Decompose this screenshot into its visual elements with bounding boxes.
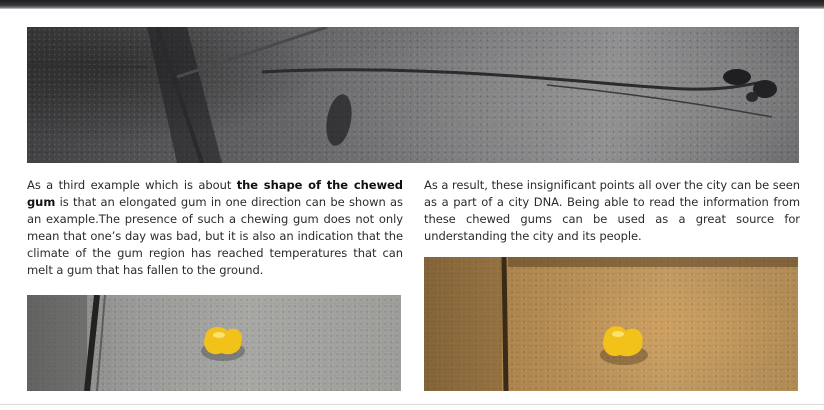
curb-gap bbox=[504, 257, 506, 391]
curb-wall bbox=[424, 257, 502, 391]
curb-shadow bbox=[147, 27, 222, 163]
gray-sidewalk-scene bbox=[27, 295, 401, 391]
curb-area bbox=[27, 295, 87, 391]
left-intro: As a third example which is about bbox=[27, 178, 237, 192]
gum-blob bbox=[746, 92, 758, 102]
gum-blob bbox=[723, 69, 751, 85]
gum-highlight bbox=[612, 331, 624, 337]
right-body: As a result, these insignificant points all over the city can be seen as a part of a city DNA. Being able to read the information from these chewed gums can be used as a great source for understanding the city and its people. bbox=[424, 178, 800, 243]
photo-yellow-gum-tan bbox=[424, 257, 798, 391]
page-bottom-divider bbox=[0, 404, 824, 405]
right-paragraph bbox=[424, 177, 800, 245]
photo-yellow-gum-gray bbox=[27, 295, 401, 391]
shoe-stain bbox=[323, 92, 356, 147]
yellow-gum bbox=[204, 327, 242, 354]
left-body: is that an elongated gum in one direction can be shown as an example.The presence of such a chewing gum does not only mean that one’s day was bad, but it is also an indication that the climate of the gum region has reached temperatures that can melt a gum that has fallen to the ground. bbox=[27, 195, 403, 277]
gum-streak bbox=[262, 70, 762, 89]
left-paragraph bbox=[27, 177, 403, 279]
top-edge bbox=[508, 257, 798, 267]
tan-curb-scene bbox=[424, 257, 798, 391]
left-emphasis: the shape of the chewed gum bbox=[27, 178, 403, 209]
window-top-bar bbox=[0, 0, 824, 9]
gum-streak-thin bbox=[547, 85, 772, 117]
curb-crack bbox=[87, 295, 97, 391]
yellow-gum bbox=[603, 326, 643, 356]
sidewalk-scene bbox=[27, 27, 799, 163]
gum-highlight bbox=[213, 332, 225, 338]
pavement-joint bbox=[27, 65, 147, 67]
photo-elongated-gum-sidewalk bbox=[27, 27, 799, 163]
